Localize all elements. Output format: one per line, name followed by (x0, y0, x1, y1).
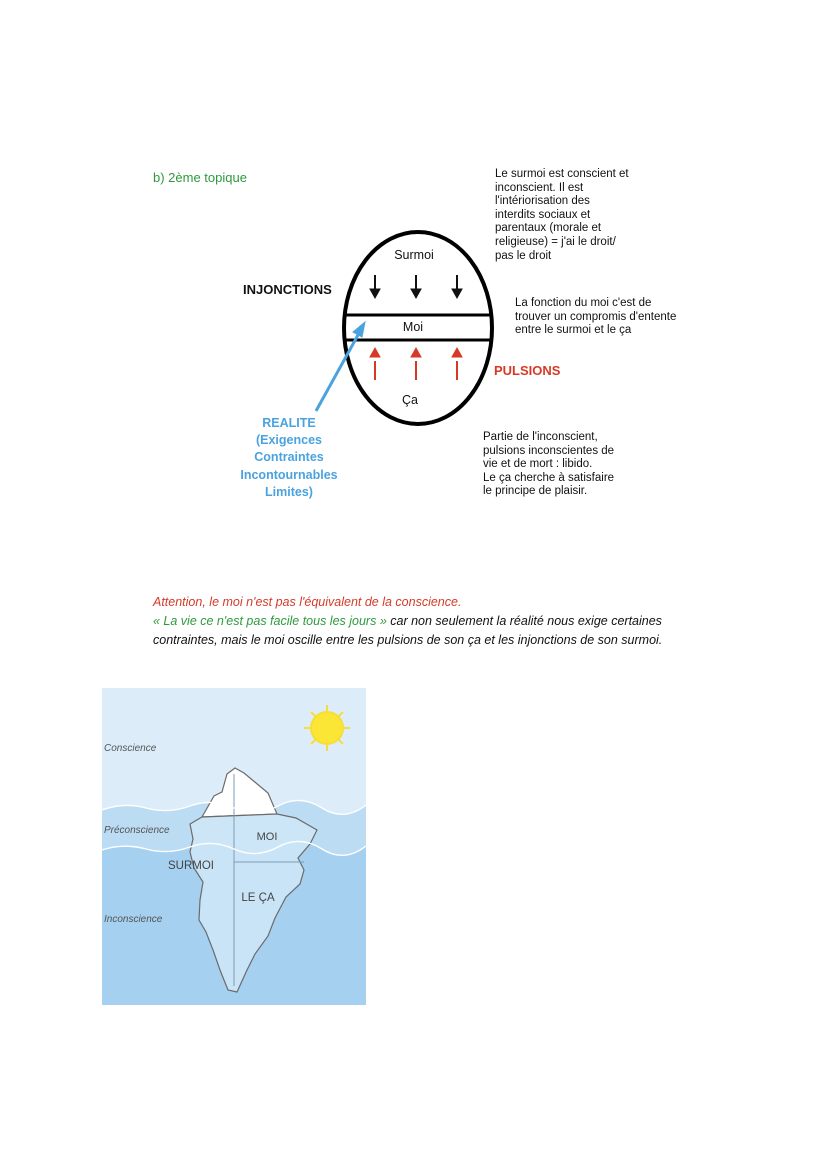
note-line: La fonction du moi c'est de (515, 297, 652, 309)
note-line: trouver un compromis d'entente (515, 310, 677, 323)
note-line: Le surmoi est conscient et (495, 168, 629, 180)
ca-note (483, 431, 643, 499)
note-line: parentaux (morale et (495, 222, 602, 235)
surmoi-iceberg-label: SURMOI (168, 860, 214, 872)
note-line: pas le droit (495, 249, 552, 262)
moi-label: Moi (402, 320, 424, 334)
ca-label: Ça (402, 393, 418, 407)
note-line: pulsions inconscientes de (483, 444, 615, 457)
warning-text: Attention, le moi n'est pas l'équivalent de la conscience. (153, 595, 462, 609)
realite-line: Contraintes (254, 450, 324, 465)
iceberg-diagram (102, 688, 366, 1005)
surmoi-label: Surmoi (394, 248, 434, 262)
paragraph-rest: car non seulement la réalité nous exige certaines contraintes, mais le moi oscille entre les pulsions de son ça et les injonctions de son surmoi. (153, 614, 663, 647)
pulsions-label: PULSIONS (494, 363, 561, 378)
section-title: b) 2ème topique (153, 170, 247, 185)
conscience-label: Conscience (104, 743, 157, 754)
moi-note (515, 297, 705, 338)
note-line: inconscient. Il est (495, 181, 584, 194)
note-line: interdits sociaux et (495, 208, 591, 221)
inconscience-label: Inconscience (104, 914, 163, 925)
surmoi-note (495, 168, 655, 263)
le-ca-iceberg-label: LE ÇA (241, 892, 275, 904)
explanation-paragraph (153, 593, 693, 650)
realite-line: Limites) (265, 484, 313, 499)
injonctions-label: INJONCTIONS (243, 282, 332, 297)
realite-line: REALITE (262, 416, 316, 430)
moi-iceberg-label: MOI (256, 831, 278, 843)
note-line: entre le surmoi et le ça (515, 324, 632, 337)
note-line: Partie de l'inconscient, (483, 431, 598, 443)
note-line: Le ça cherche à satisfaire (483, 471, 615, 484)
note-line: vie et de mort : libido. (483, 458, 593, 471)
realite-line: Incontournables (240, 467, 338, 482)
preconscience-label: Préconscience (104, 825, 170, 836)
topique-diagram (0, 0, 828, 560)
note-line: l'intériorisation des (495, 195, 590, 208)
note-line: le principe de plaisir. (483, 485, 588, 498)
realite-line: (Exigences (255, 433, 322, 448)
note-line: religieuse) = j'ai le droit/ (495, 235, 616, 248)
realite-label (230, 415, 348, 501)
quote-text: « La vie ce n'est pas facile tous les jours » (153, 614, 387, 628)
